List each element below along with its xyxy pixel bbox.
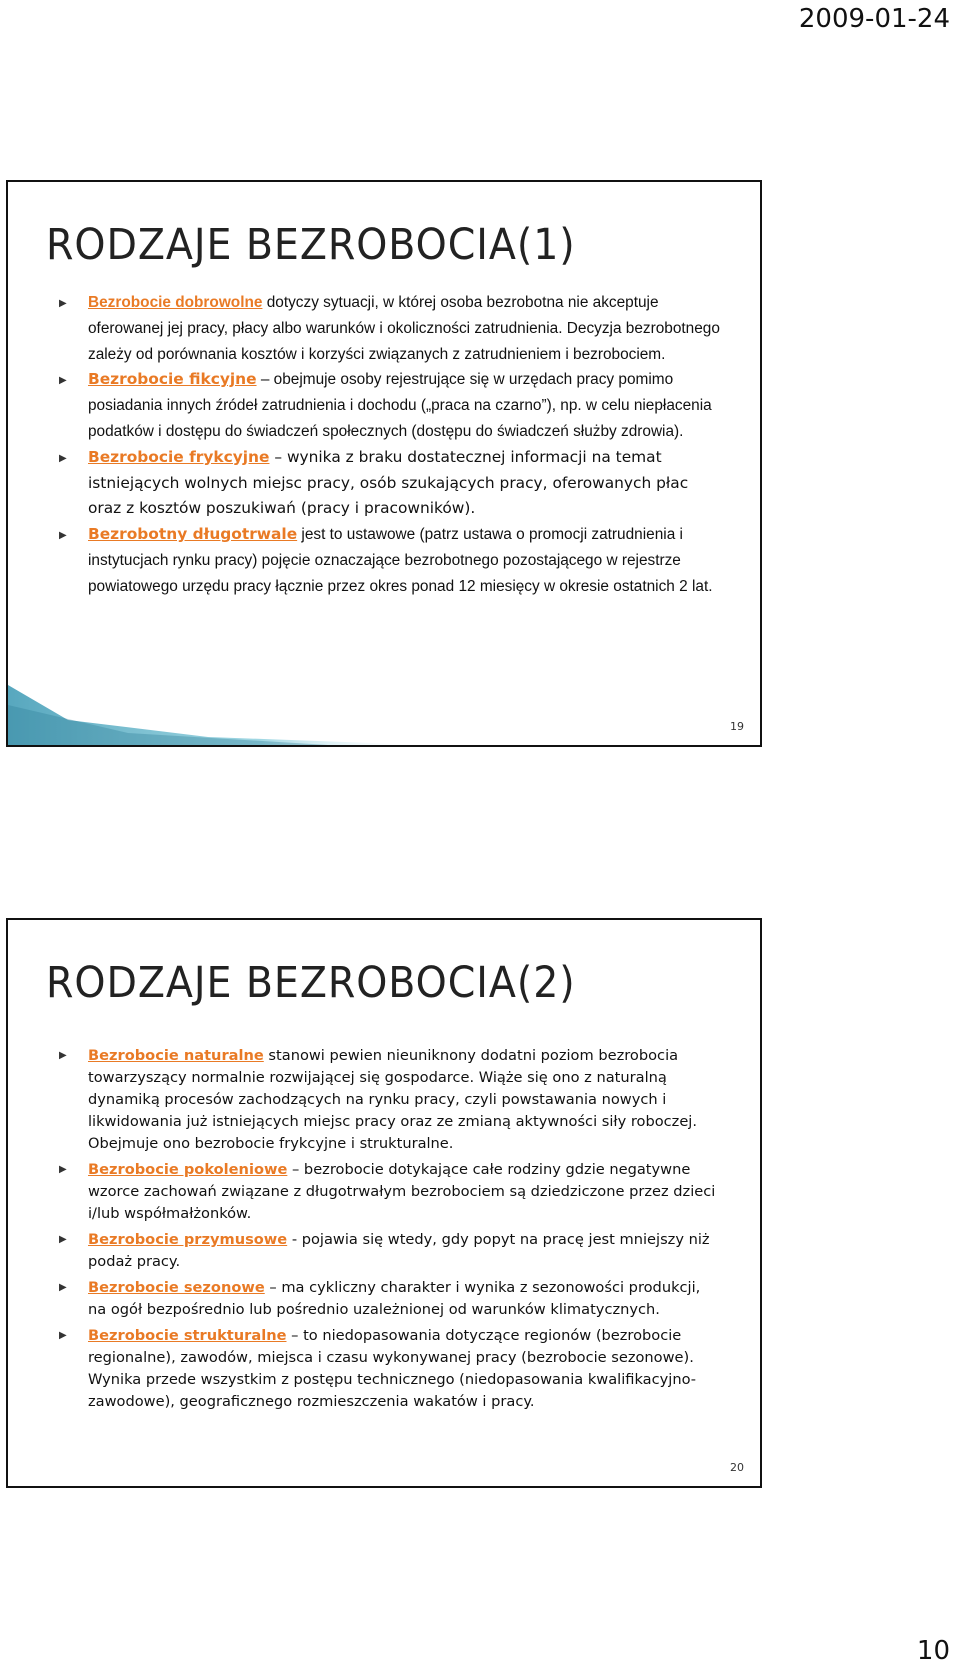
bullet-list — [56, 1045, 722, 1417]
page-date: 2009-01-24 — [798, 4, 950, 34]
slide-number: 20 — [730, 1461, 744, 1474]
triangle-bullet-icon: ▶ — [59, 1282, 67, 1293]
slide-20 — [6, 918, 762, 1488]
slide-title: RODZAJE BEZROBOCIA(1) — [46, 220, 576, 270]
triangle-bullet-icon: ▶ — [59, 375, 67, 387]
bullet-text: - pojawia się wtedy, gdy popyt na pracę jest mniejszy niż podaż pracy. — [88, 1231, 710, 1270]
list-item — [56, 445, 722, 522]
term-link[interactable]: Bezrobocie naturalne — [88, 1047, 264, 1064]
term-link[interactable]: Bezrobocie dobrowolne — [88, 294, 263, 311]
term-link[interactable]: Bezrobocie przymusowe — [88, 1231, 288, 1248]
list-item — [56, 367, 722, 444]
term-link[interactable]: Bezrobocie pokoleniowe — [88, 1161, 288, 1178]
teal-swoosh-decoration — [8, 665, 428, 745]
page-number: 10 — [916, 1636, 950, 1666]
term-link[interactable]: Bezrobocie fikcyjne — [88, 370, 257, 389]
term-link[interactable]: Bezrobocie sezonowe — [88, 1279, 265, 1296]
term-link[interactable]: Bezrobotny długotrwale — [88, 525, 298, 544]
slide-title: RODZAJE BEZROBOCIA(2) — [46, 958, 576, 1008]
bullet-list — [56, 290, 722, 600]
bullet-text: – to niedopasowania dotyczące regionów (bezrobocie regionalne), zawodów, miejsca i czasu wykonywanej pracy (bezrobocie sezonowe). Wynika przede wszystkim z postępu technicznego (niedopasowania kwalifikacyjno-zawodowe), geograficznego rozmieszczenia wakatów i pracy. — [88, 1327, 697, 1410]
triangle-bullet-icon: ▶ — [59, 452, 67, 464]
bullet-text: – bezrobocie dotykające całe rodziny gdzie negatywne wzorce zachowań związane z długotrwałym bezrobociem są dziedziczone przez dzieci i/lub współmałżonków. — [88, 1161, 716, 1222]
bullet-text: – ma cykliczny charakter i wynika z sezonowości produkcji, na ogół bezpośrednio lub pośrednio uzależnionej od warunków klimatycznych. — [88, 1279, 701, 1318]
triangle-bullet-icon: ▶ — [59, 1164, 67, 1175]
slide-19 — [6, 180, 762, 747]
list-item — [56, 1045, 722, 1155]
list-item — [56, 1277, 722, 1321]
bullet-text: – obejmuje osoby rejestrujące się w urzędach pracy pomimo posiadania innych źródeł zatrudnienia i dochodu („praca na czarno”), np. w celu niepłacenia podatków i dostępu do świadczeń społecznych (dostępu do świadczeń służby zdrowia). — [88, 371, 712, 440]
triangle-bullet-icon: ▶ — [59, 1234, 67, 1245]
bullet-text: jest to ustawowe (patrz ustawa o promocji zatrudnienia i instytucjach rynku pracy) pojęcie oznaczające bezrobotnego pozostającego w rejestrze powiatowego urzędu pracy łącznie przez okres ponad 12 miesięcy w okresie ostatnich 2 lat. — [88, 526, 713, 595]
bullet-text: – wynika z braku dostatecznej informacji na temat istniejących wolnych miejsc pracy, osób szukających pracy, oferowanych płac oraz z kosztów poszukiwań (pracy i pracowników). — [88, 447, 689, 518]
slide-number: 19 — [730, 720, 744, 733]
bullet-text: stanowi pewien nieuniknony dodatni poziom bezrobocia towarzyszący normalnie rozwijającej się gospodarce. Wiąże się ono z naturalną dynamiką procesów zachodzących na rynku pracy, czyli powstawania nowych i likwidowania już istniejących miejsc pracy oraz ze zmianą aktywności siły roboczej. Obejmuje ono bezrobocie frykcyjne i strukturalne. — [88, 1047, 697, 1152]
list-item — [56, 290, 722, 367]
list-item — [56, 1159, 722, 1225]
bullet-text: dotyczy sytuacji, w której osoba bezrobotna nie akceptuje oferowanej jej pracy, płacy albo warunków i okoliczności zatrudnienia. Decyzja bezrobotnego zależy od porównania kosztów i korzyści związanych z zatrudnieniem i bezrobociem. — [88, 294, 720, 363]
list-item — [56, 1325, 722, 1413]
triangle-bullet-icon: ▶ — [59, 530, 67, 542]
triangle-bullet-icon: ▶ — [59, 1050, 67, 1061]
list-item — [56, 1229, 722, 1273]
term-link[interactable]: Bezrobocie frykcyjne — [88, 447, 270, 466]
triangle-bullet-icon: ▶ — [59, 1330, 67, 1341]
list-item — [56, 522, 722, 599]
triangle-bullet-icon: ▶ — [59, 298, 67, 309]
term-link[interactable]: Bezrobocie strukturalne — [88, 1327, 287, 1344]
